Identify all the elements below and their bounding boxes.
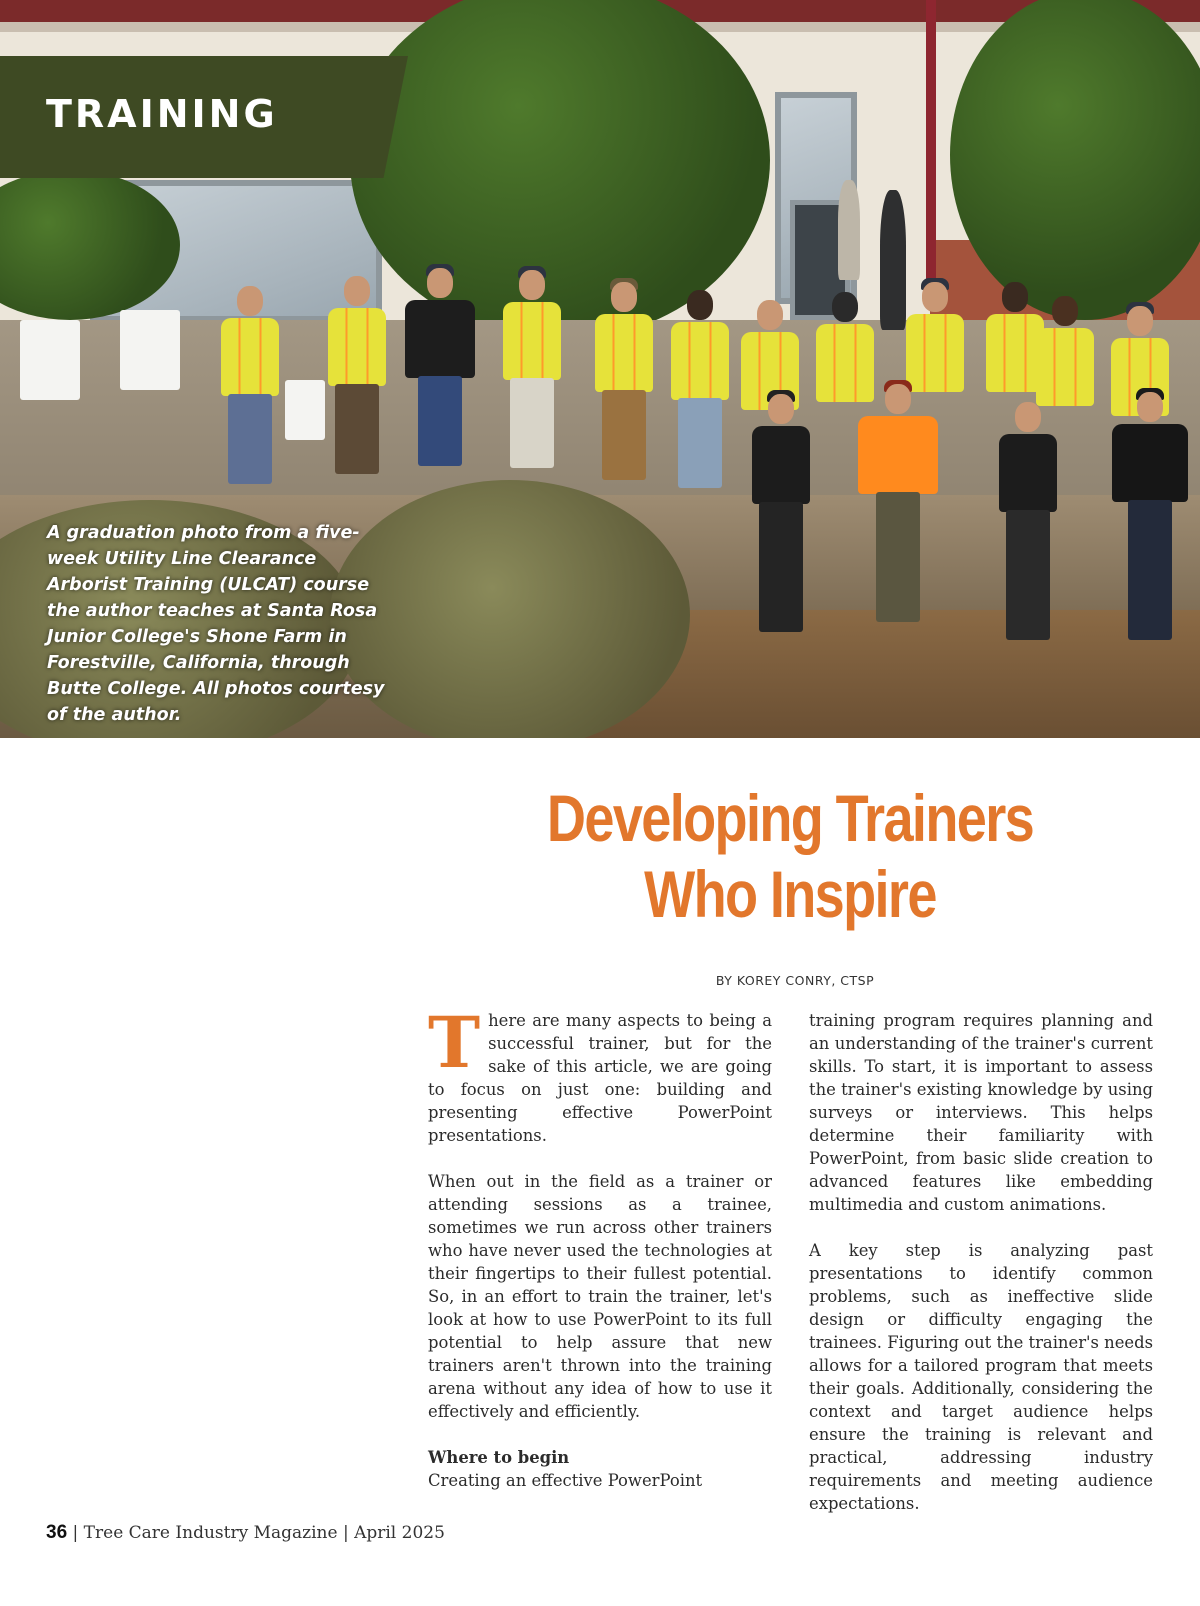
footer-text: | Tree Care Industry Magazine | April 2025	[67, 1523, 445, 1543]
person	[325, 276, 389, 476]
byline: BY KOREY CONRY, CTSP	[715, 973, 875, 988]
patio-umbrella	[838, 180, 860, 280]
photo-caption: A graduation photo from a five-week Utility Line Clearance Arborist Training (ULCAT) course the author teaches at Santa Rosa Junior College's Shone Farm in Forestville, California, through Butte College. All photos courtesy of the author.	[47, 523, 385, 725]
patio-chair	[285, 380, 325, 440]
title-line-2: Who Inspire	[644, 857, 936, 931]
paragraph: training program requires planning and an understanding of the trainer's current skills. To start, it is important to assess the trainer's existing knowledge by using surveys or interviews. This helps determine their familiarity with PowerPoint, from basic slide creation to advanced features like embedding multimedia and custom animations.	[809, 1011, 1153, 1214]
paragraph-start: Creating an effective PowerPoint	[428, 1471, 703, 1490]
person	[592, 282, 656, 512]
paragraph-intro	[428, 1001, 772, 1147]
article-title	[528, 780, 1053, 932]
drop-cap: T	[428, 1001, 481, 1084]
page-number: 36	[46, 1522, 68, 1543]
paragraph: When out in the field as a trainer or attending sessions as a trainee, sometimes we run across other trainers who have never used the technologies at their fingertips to their fullest potential. So, in an effort to train the trainer, let's look at how to use PowerPoint to its full potential to help assure that new trainers aren't thrown into the training arena without any idea of how to use it effectively and efficiently.	[428, 1172, 772, 1421]
person	[500, 270, 564, 490]
patio-umbrella	[880, 190, 906, 330]
person	[402, 268, 478, 498]
page-footer	[46, 1522, 445, 1544]
downspout	[926, 0, 936, 300]
patio-chair	[120, 310, 180, 390]
paragraph-intro-text: here are many aspects to being a successful trainer, but for the sake of this article, we are going to focus on just one: building and presenting effective PowerPoint presentations.	[428, 1011, 772, 1145]
section-label: TRAINING	[46, 92, 278, 136]
subhead: Where to begin	[428, 1448, 570, 1467]
person	[990, 402, 1066, 662]
person	[858, 384, 938, 644]
article-column-1	[428, 1001, 772, 1492]
person	[218, 286, 282, 486]
article-column-2	[809, 1009, 1153, 1538]
patio-chair	[20, 320, 80, 400]
title-line-1: Developing Trainers	[546, 781, 1034, 855]
person	[746, 394, 816, 654]
paragraph: A key step is analyzing past presentations to identify common problems, such as ineffective slide design or difficulty engaging the trainees. Figuring out the trainer's needs allows for a tailored program that meets their goals. Additionally, considering the context and target audience helps ensure the training is relevant and practical, addressing industry requirements and meeting audience expectations.	[809, 1241, 1154, 1513]
person	[1110, 392, 1190, 672]
person	[668, 290, 732, 510]
paragraph-with-subhead	[428, 1446, 772, 1492]
